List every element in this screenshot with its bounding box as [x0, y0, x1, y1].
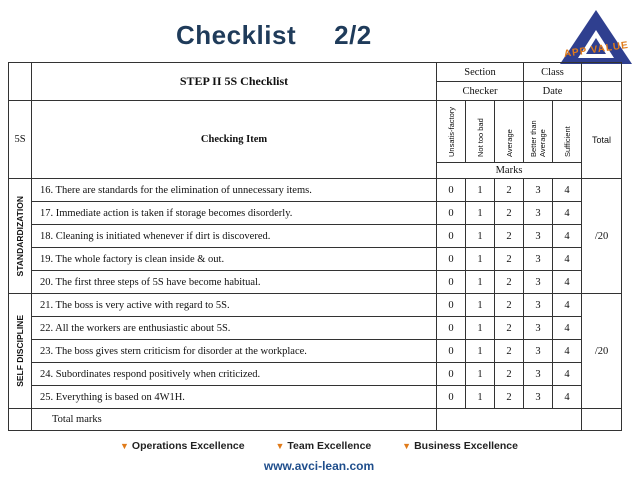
score-option[interactable]: 0 [437, 179, 466, 202]
score-option[interactable]: 1 [466, 317, 495, 340]
score-option[interactable]: 4 [553, 340, 582, 363]
score-option[interactable]: 0 [437, 340, 466, 363]
page-title [176, 20, 372, 51]
meta-blank [582, 63, 622, 82]
meta-blank-2 [582, 82, 622, 101]
score-option[interactable]: 3 [524, 202, 553, 225]
checklist-item: 23. The boss gives stern criticism for disorder at the workplace. [32, 340, 437, 363]
score-header-3: Better than Average [529, 119, 548, 157]
score-option[interactable]: 3 [524, 179, 553, 202]
score-option[interactable]: 3 [524, 271, 553, 294]
score-header-4: Sufficient [562, 125, 572, 157]
score-option[interactable]: 1 [466, 294, 495, 317]
total-marks-value[interactable] [582, 409, 622, 431]
triangle-icon: ▼ [402, 441, 412, 451]
total-marks-label: Total marks [32, 409, 437, 431]
score-option[interactable]: 1 [466, 386, 495, 409]
total-marks-cells [437, 409, 582, 431]
score-option[interactable]: 4 [553, 317, 582, 340]
title-text: Checklist [176, 20, 297, 50]
marks-label: Marks [437, 163, 582, 179]
score-option[interactable]: 2 [495, 317, 524, 340]
score-option[interactable]: 0 [437, 248, 466, 271]
score-option[interactable]: 2 [495, 363, 524, 386]
score-option[interactable]: 2 [495, 248, 524, 271]
footer-item-2: ▼ Business Excellence [402, 440, 518, 452]
score-option[interactable]: 1 [466, 179, 495, 202]
score-option[interactable]: 2 [495, 225, 524, 248]
score-option[interactable]: 0 [437, 202, 466, 225]
score-option[interactable]: 4 [553, 225, 582, 248]
checklist-heading: STEP II 5S Checklist [32, 63, 437, 101]
checklist-item: 21. The boss is very active with regard to 5S. [32, 294, 437, 317]
score-option[interactable]: 3 [524, 386, 553, 409]
score-option[interactable]: 3 [524, 225, 553, 248]
score-option[interactable]: 0 [437, 363, 466, 386]
section-label: Section [437, 63, 524, 82]
score-option[interactable]: 1 [466, 271, 495, 294]
score-option[interactable]: 1 [466, 363, 495, 386]
checklist-item: 24. Subordinates respond positively when criticized. [32, 363, 437, 386]
corner-cell [9, 63, 32, 101]
checklist-item: 17. Immediate action is taken if storage becomes disorderly. [32, 202, 437, 225]
score-option[interactable]: 3 [524, 340, 553, 363]
score-option[interactable]: 3 [524, 294, 553, 317]
score-option[interactable]: 0 [437, 317, 466, 340]
score-option[interactable]: 1 [466, 202, 495, 225]
col-item-header: Checking Item [32, 101, 437, 179]
col-5s-header: 5S [9, 101, 32, 179]
footer-item-0: ▼ Operations Excellence [119, 440, 245, 452]
footer-url[interactable]: www.avci-lean.com [263, 459, 375, 473]
score-option[interactable]: 4 [553, 294, 582, 317]
footer-tagline [0, 440, 638, 452]
score-option[interactable]: 4 [553, 202, 582, 225]
group-total: /20 [582, 179, 622, 294]
checklist-item: 20. The first three steps of 5S have become habitual. [32, 271, 437, 294]
score-option[interactable]: 1 [466, 225, 495, 248]
score-header-2: Average [504, 128, 514, 157]
score-option[interactable]: 3 [524, 363, 553, 386]
score-option[interactable]: 0 [437, 271, 466, 294]
page-number: 2/2 [334, 20, 372, 50]
triangle-icon: ▼ [119, 441, 129, 451]
score-option[interactable]: 4 [553, 363, 582, 386]
footer-item-1: ▼ Team Excellence [275, 440, 372, 452]
group-label-standardization: STANDARDIZATION [9, 179, 32, 294]
score-option[interactable]: 4 [553, 271, 582, 294]
group-label-self-discipline: SELF DISCIPLINE [9, 294, 32, 409]
score-header-0: Unsatis-factory [446, 106, 456, 157]
class-label: Class [524, 63, 582, 82]
score-header-1: Not too bad [475, 117, 485, 157]
checklist-item: 16. There are standards for the elimination of unnecessary items. [32, 179, 437, 202]
checklist-item: 18. Cleaning is initiated whenever if dirt is discovered. [32, 225, 437, 248]
triangle-icon: ▼ [275, 441, 285, 451]
group-total: /20 [582, 294, 622, 409]
total-header: Total [582, 101, 622, 179]
score-option[interactable]: 4 [553, 179, 582, 202]
score-option[interactable]: 2 [495, 386, 524, 409]
checker-label: Checker [437, 82, 524, 101]
score-option[interactable]: 3 [524, 317, 553, 340]
score-option[interactable]: 0 [437, 294, 466, 317]
score-option[interactable]: 0 [437, 386, 466, 409]
score-option[interactable]: 1 [466, 248, 495, 271]
date-label: Date [524, 82, 582, 101]
score-option[interactable]: 2 [495, 294, 524, 317]
checklist-item: 22. All the workers are enthusiastic about 5S. [32, 317, 437, 340]
score-option[interactable]: 2 [495, 202, 524, 225]
score-option[interactable]: 3 [524, 248, 553, 271]
score-option[interactable]: 4 [553, 248, 582, 271]
score-option[interactable]: 0 [437, 225, 466, 248]
score-option[interactable]: 4 [553, 386, 582, 409]
score-option[interactable]: 2 [495, 271, 524, 294]
total-blank [9, 409, 32, 431]
checklist-item: 25. Everything is based on 4W1H. [32, 386, 437, 409]
score-option[interactable]: 1 [466, 340, 495, 363]
checklist-table [8, 62, 622, 431]
logo-text: APP VALUE [563, 39, 630, 60]
score-option[interactable]: 2 [495, 340, 524, 363]
checklist-item: 19. The whole factory is clean inside & out. [32, 248, 437, 271]
score-option[interactable]: 2 [495, 179, 524, 202]
